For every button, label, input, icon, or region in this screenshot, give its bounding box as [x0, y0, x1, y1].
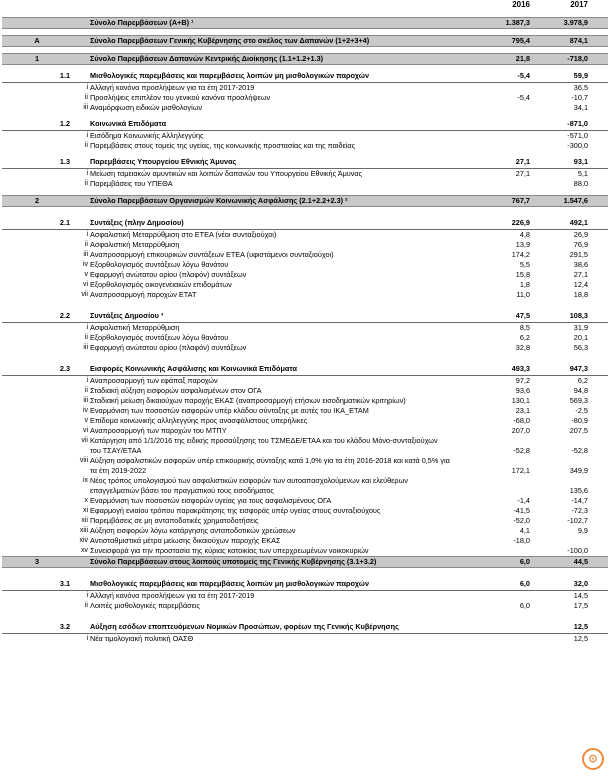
value-2016: 13,9 — [515, 240, 530, 249]
row-label: Λοιπές μισθολογικές παρεμβάσεις — [90, 601, 201, 610]
item-index: iii — [83, 344, 88, 351]
value-2017: 349,9 — [569, 466, 588, 475]
item-index: ii — [84, 142, 88, 149]
item-index: xiv — [79, 537, 88, 544]
row-code: 3.1 — [59, 579, 71, 588]
item-index: i — [86, 231, 88, 238]
value-2016: -5,4 — [517, 93, 530, 102]
item-row — [2, 230, 608, 240]
item-row — [2, 93, 608, 103]
section-row — [2, 622, 608, 634]
item-row — [2, 516, 608, 526]
value-2016: 172,1 — [511, 466, 530, 475]
item-row — [2, 333, 608, 343]
item-row — [2, 376, 608, 386]
value-2017: 135,6 — [569, 486, 588, 495]
value-2017: -80,9 — [571, 416, 588, 425]
item-index: i — [86, 170, 88, 177]
item-index: xiii — [79, 527, 88, 534]
scroll-top-button[interactable]: ⊙ — [582, 748, 604, 770]
value-2017: 874,1 — [569, 36, 588, 45]
value-2017: 20,1 — [573, 333, 588, 342]
item-index: xii — [81, 517, 88, 524]
item-row — [2, 591, 608, 601]
value-2017: 44,5 — [573, 557, 588, 566]
item-index: i — [86, 132, 88, 139]
item-index: v — [84, 417, 88, 424]
section-row — [2, 218, 608, 230]
item-index: ii — [84, 94, 88, 101]
row-label: Παρεμβάσεις Υπουργείου Εθνικής Άμυνας — [90, 157, 237, 166]
value-2016: 27,1 — [515, 157, 530, 166]
row-label: Κατάργηση από 1/1/2016 της ειδικής προσαύξησης του ΤΣΜΕΔΕ/ΕΤΑΑ και του κλάδου Μόνο-συνταξιούχων του ΤΣΑΥ/ΕΤΑΑ — [90, 436, 438, 455]
item-index: i — [86, 592, 88, 599]
value-2017: 1.547,6 — [563, 196, 588, 205]
item-row — [2, 250, 608, 260]
section-row — [2, 157, 608, 169]
item-index: i — [86, 635, 88, 642]
section-row — [2, 364, 608, 376]
row-label: Αλλαγή κανόνα προσλήψεων για τα έτη 2017-2019 — [90, 83, 255, 92]
value-2017: 207,5 — [569, 426, 588, 435]
item-row — [2, 83, 608, 93]
row-label: Ασφαλιστική Μεταρρύθμιση — [90, 240, 180, 249]
value-2017: -72,3 — [571, 506, 588, 515]
value-2017: 108,3 — [569, 311, 588, 320]
item-index: x — [84, 497, 88, 504]
item-row-multiline — [2, 436, 608, 456]
table-body — [2, 11, 608, 644]
row-label: Σύνολο Παρεμβάσεων Γενικής Κυβέρνησης στο σκέλος των Δαπανών (1+2+3+4) — [90, 36, 370, 45]
row-label: Παρεμβάσεις στους τομείς της υγείας, της κοινωνικής προστασίας και της παιδείας — [90, 141, 356, 150]
item-row — [2, 386, 608, 396]
value-2017: 34,1 — [573, 103, 588, 112]
value-2017: -300,0 — [567, 141, 588, 150]
value-2016: 207,0 — [511, 426, 530, 435]
value-2016: 47,5 — [515, 311, 530, 320]
row-label: Επίδομα κοινωνικής αλληλεγγύης προς ανασφάλιστους υπερήλικες — [90, 416, 308, 425]
total-row — [2, 17, 608, 29]
value-2017: 88,0 — [573, 179, 588, 188]
spacer — [2, 568, 608, 579]
item-row — [2, 103, 608, 113]
item-row — [2, 141, 608, 151]
item-index: iv — [82, 261, 88, 268]
row-label: Αναπροσαρμογή επικουρικών συντάξεων ΕΤΕΑ (υφιστάμενοι συνταξιούχοι) — [90, 250, 334, 259]
value-2017: 32,0 — [573, 579, 588, 588]
item-row — [2, 280, 608, 290]
item-row — [2, 496, 608, 506]
value-2016: 493,3 — [511, 364, 530, 373]
value-2016: 23,1 — [515, 406, 530, 415]
item-index: iii — [83, 397, 88, 404]
value-2016: 6,2 — [519, 333, 530, 342]
value-2017: -100,0 — [567, 546, 588, 555]
table-header — [2, 0, 608, 11]
item-row — [2, 396, 608, 406]
value-2017: 9,9 — [577, 526, 588, 535]
item-index: xv — [81, 547, 88, 554]
item-row-multiline — [2, 456, 608, 476]
value-2017: 94,8 — [573, 386, 588, 395]
row-label: Παρεμβάσεις σε μη ανταποδοτικές χρηματοδοτήσεις — [90, 516, 259, 525]
row-code: 1 — [34, 54, 40, 63]
row-label: Εισόδημα Κοινωνικής Αλληλεγγύης — [90, 131, 204, 140]
spacer — [2, 353, 608, 364]
row-label: Προσλήψεις επιπλέον του γενικού κανόνα προσλήψεων — [90, 93, 271, 102]
value-2017: 31,9 — [573, 323, 588, 332]
value-2016: 4,1 — [519, 526, 530, 535]
item-row — [2, 260, 608, 270]
item-row — [2, 416, 608, 426]
value-2016: 32,8 — [515, 343, 530, 352]
row-label: Σταδιακή μείωση δικαιούχων παροχής ΕΚΑΣ (αναπροσαρμογή ετήσιων εισοδηματικών κριτηρίων) — [90, 396, 406, 405]
value-2017: 56,3 — [573, 343, 588, 352]
value-2017: 26,9 — [573, 230, 588, 239]
item-row — [2, 179, 608, 189]
row-label: Εφαρμογή ανώτατου ορίου (πλαφόν) συντάξεων — [90, 270, 247, 279]
item-index: ii — [84, 180, 88, 187]
value-2017: 12,5 — [573, 622, 588, 631]
row-label: Εξορθολογισμός οικογενειακών επιδομάτων — [90, 280, 232, 289]
value-2017: 12,5 — [573, 634, 588, 643]
item-index: viii — [79, 457, 88, 464]
value-2017: 36,5 — [573, 83, 588, 92]
value-2017: 27,1 — [573, 270, 588, 279]
value-2016: 767,7 — [511, 196, 530, 205]
item-row — [2, 290, 608, 300]
value-2017: 59,9 — [573, 71, 588, 80]
value-2016: 6,0 — [519, 601, 530, 610]
item-index: ii — [84, 241, 88, 248]
item-index: xi — [82, 507, 88, 514]
value-2017: -102,7 — [567, 516, 588, 525]
item-row — [2, 426, 608, 436]
value-2016: -18,0 — [513, 536, 530, 545]
value-2017: -2,5 — [575, 406, 588, 415]
value-2016: 1.387,3 — [505, 18, 530, 27]
row-label: Παρεμβάσεις του ΥΠΕΘΑ — [90, 179, 173, 188]
value-2016: 226,9 — [511, 218, 530, 227]
value-2016: 174,2 — [511, 250, 530, 259]
row-code: 1.3 — [59, 157, 71, 166]
value-2016: 4,8 — [519, 230, 530, 239]
item-row — [2, 406, 608, 416]
item-row — [2, 526, 608, 536]
row-label: Εξορθολογισμός συντάξεων λόγω θανάτου — [90, 260, 229, 269]
item-index: i — [86, 324, 88, 331]
row-label: Εφαρμογή ενιαίου τρόπου παρακράτησης της εισφοράς υπέρ υγείας στους συνταξιούχους — [90, 506, 381, 515]
value-2017: 3.978,9 — [563, 18, 588, 27]
value-2016: 97,2 — [515, 376, 530, 385]
value-2016: 130,1 — [511, 396, 530, 405]
item-row — [2, 270, 608, 280]
row-code: Α — [34, 36, 40, 45]
row-label: Μείωση ταμειακών αμυντικών και λοιπών δαπανών του Υπουργείου Εθνικής Άμυνας — [90, 169, 363, 178]
row-label: Σύνολο Παρεμβάσεων στους λοιπούς υποτομείς της Γενικής Κυβέρνησης (3.1+3.2) — [90, 557, 377, 566]
item-index: i — [86, 377, 88, 384]
row-code: 2.2 — [59, 311, 71, 320]
item-index: ii — [84, 387, 88, 394]
item-row — [2, 506, 608, 516]
row-label: Σύνολο Παρεμβάσεων (Α+Β) ¹ — [90, 18, 194, 27]
spacer — [2, 207, 608, 218]
item-index: vi — [82, 427, 88, 434]
item-index: iii — [83, 104, 88, 111]
row-label: Εφαρμογή ανώτατου ορίου (πλαφόν) συντάξεων — [90, 343, 247, 352]
row-label: Συντάξεις (πλην Δημοσίου) — [90, 218, 184, 227]
item-index: vii — [81, 291, 88, 298]
row-code: 2.1 — [59, 218, 71, 227]
section-row — [2, 579, 608, 591]
row-label: Σύνολο Παρεμβάσεων Δαπανών Κεντρικής Διοίκησης (1.1+1.2+1.3) — [90, 54, 324, 63]
item-row — [2, 343, 608, 353]
row-label: Αύξηση εσόδων εποπτευόμενων Νομικών Προσώπων, φορέων της Γενικής Κυβέρνησης — [90, 622, 399, 631]
row-label: Σταδιακή αύξηση εισφορών ασφαλισμένων στον ΟΓΑ — [90, 386, 262, 395]
total-row — [2, 195, 608, 207]
item-row-multiline — [2, 476, 608, 496]
row-code: 1.2 — [59, 119, 71, 128]
item-index: vi — [82, 281, 88, 288]
total-row — [2, 35, 608, 47]
value-2017: -571,0 — [567, 131, 588, 140]
value-2017: 5,1 — [577, 169, 588, 178]
value-2016: -68,0 — [513, 416, 530, 425]
value-2017: 6,2 — [577, 376, 588, 385]
item-row — [2, 240, 608, 250]
row-label: Αντισταθμιστικά μέτρα μείωσης δικαιούχων παροχής ΕΚΑΣ — [90, 536, 281, 545]
value-2016: 27,1 — [515, 169, 530, 178]
row-label: Αύξηση ασφαλιστικών εισφορών υπέρ επικουρικής σύνταξης κατά 1,0% για τα έτη 2016-2018 και κατά 0,5% για τα έτη 2019-2022 — [90, 456, 450, 475]
value-2017: 947,3 — [569, 364, 588, 373]
item-index: iii — [83, 251, 88, 258]
row-label: Αναπροσαρμογή παροχών ΕΤΑΤ — [90, 290, 197, 299]
spacer — [2, 611, 608, 622]
value-2017: -14,7 — [571, 496, 588, 505]
row-code: 2 — [34, 196, 40, 205]
value-2017: -10,7 — [571, 93, 588, 102]
value-2017: 12,4 — [573, 280, 588, 289]
row-code: 1.1 — [59, 71, 71, 80]
row-label: Ασφαλιστική Μεταρρύθμιση — [90, 323, 180, 332]
row-label: Αναπροσαρμογή των εφάπαξ παροχών — [90, 376, 218, 385]
value-2016: 795,4 — [511, 36, 530, 45]
value-2016: 8,5 — [519, 323, 530, 332]
value-2016: 15,8 — [515, 270, 530, 279]
spacer — [2, 300, 608, 311]
item-index: i — [86, 84, 88, 91]
row-code: 3.2 — [59, 622, 71, 631]
section-row — [2, 119, 608, 131]
item-row — [2, 601, 608, 611]
row-label: Εξορθολογισμός συντάξεων λόγω θανάτου — [90, 333, 229, 342]
value-2016: 6,0 — [519, 557, 530, 566]
item-row — [2, 634, 608, 644]
row-label: Σύνολο Παρεμβάσεων Οργανισμών Κοινωνικής Ασφάλισης (2.1+2.2+2.3) ² — [90, 196, 348, 205]
section-row — [2, 311, 608, 323]
item-row — [2, 323, 608, 333]
budget-table — [2, 0, 608, 644]
row-label: Συνεισφορά για την προστασία της κύριας κατοικίας των υπερχρεωμένων νοικοκυριών — [90, 546, 369, 555]
item-index: ii — [84, 602, 88, 609]
value-2017: -52,8 — [571, 446, 588, 455]
item-row — [2, 536, 608, 546]
value-2016: 1,8 — [519, 280, 530, 289]
value-2016: -5,4 — [517, 71, 530, 80]
year-2016-header: 2016 — [512, 0, 530, 9]
value-2016: -52,0 — [513, 516, 530, 525]
row-label: Ασφαλιστική Μεταρρύθμιση στο ΕΤΕΑ (νέοι συνταξιούχοι) — [90, 230, 277, 239]
value-2016: 5,5 — [519, 260, 530, 269]
value-2017: 38,6 — [573, 260, 588, 269]
item-index: iv — [82, 407, 88, 414]
value-2017: -871,0 — [567, 119, 588, 128]
value-2016: -1,4 — [517, 496, 530, 505]
row-code: 3 — [34, 557, 40, 566]
total-row — [2, 53, 608, 65]
row-label: Αναμόρφωση ειδικών μισθολογίων — [90, 103, 203, 112]
section-row — [2, 71, 608, 83]
row-label: Αλλαγή κανόνα προσλήψεων για τα έτη 2017-2019 — [90, 591, 255, 600]
value-2017: 17,5 — [573, 601, 588, 610]
value-2017: 14,5 — [573, 591, 588, 600]
value-2016: 21,8 — [515, 54, 530, 63]
value-2017: 291,5 — [569, 250, 588, 259]
item-index: ii — [84, 334, 88, 341]
row-label: Μισθολογικές παρεμβάσεις και παρεμβάσεις λοιπών μη μισθολογικών παροχών — [90, 71, 370, 80]
row-label: Εισφορές Κοινωνικής Ασφάλισης και Κοινωνικά Επιδόματα — [90, 364, 297, 373]
value-2017: 18,8 — [573, 290, 588, 299]
item-row — [2, 169, 608, 179]
value-2017: 569,3 — [569, 396, 588, 405]
value-2016: 93,6 — [515, 386, 530, 395]
row-label: Εναρμόνιση των ποσοστών εισφορών υπέρ κλάδου σύνταξης με αυτές του ΙΚΑ_ΕΤΑΜ — [90, 406, 369, 415]
item-index: v — [84, 271, 88, 278]
row-label: Νέος τρόπος υπολογισμού των ασφαλιστικών εισφορών των αυτοαπασχολούμενων και ελεύθερων επαγγελματιών βάσει του πραγματικού τους εισοδήματος — [90, 476, 408, 495]
value-2016: -41,5 — [513, 506, 530, 515]
value-2017: -718,0 — [567, 54, 588, 63]
item-index: vii — [81, 437, 88, 444]
row-label: Μισθολογικές παρεμβάσεις και παρεμβάσεις λοιπών μη μισθολογικών παροχών — [90, 579, 370, 588]
value-2016: 6,0 — [519, 579, 530, 588]
row-label: Νέα τιμολογιακή πολιτική ΟΑΣΘ — [90, 634, 194, 643]
item-row — [2, 546, 608, 556]
row-label: Αύξηση εισφορών λόγω κατάργησης ανταποδοτικών χρεώσεων — [90, 526, 296, 535]
total-row — [2, 556, 608, 568]
value-2017: 93,1 — [573, 157, 588, 166]
value-2016: 11,0 — [516, 290, 530, 299]
item-index: ix — [82, 477, 88, 484]
item-row — [2, 131, 608, 141]
row-label: Αναπροσαρμογή των παροχών του ΜΤΠΥ — [90, 426, 227, 435]
row-label: Συντάξεις Δημοσίου ³ — [90, 311, 164, 320]
row-label: Κοινωνικά Επιδόματα — [90, 119, 167, 128]
value-2016: -52,8 — [513, 446, 530, 455]
row-code: 2.3 — [59, 364, 71, 373]
year-2017-header: 2017 — [570, 0, 588, 9]
value-2017: 76,9 — [573, 240, 588, 249]
row-label: Εναρμόνιση των ποσοστών εισφορών υγείας για τους ασφαλισμένους ΟΓΑ — [90, 496, 332, 505]
value-2017: 492,1 — [569, 218, 588, 227]
